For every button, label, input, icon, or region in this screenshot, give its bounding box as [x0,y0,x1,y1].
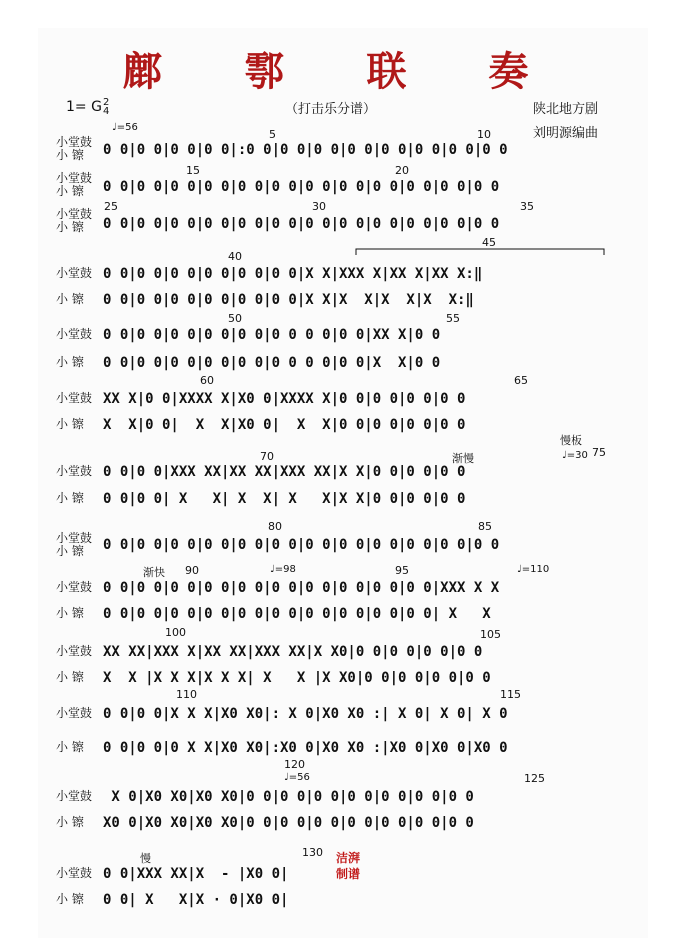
cymbal-notation: 0 0| X X|X · 0|X0 0| [103,892,289,908]
measure-number: 85 [478,520,492,533]
drum-notation: 0 0|0 0|0 0|0 0|0 0|0 0 0 0|0 0|XX X|0 0 [103,327,441,343]
stamp-line-2: 制谱 [336,867,361,881]
tempo-text: 慢 [140,852,151,865]
cymbal-notation: 0 0|0 0|0 0|0 0|0 0|0 0|0 0|0 0|0 0|0 0| X X [103,606,491,622]
drum-label: 小堂鼓 [56,207,93,221]
subtitle: （打击乐分谱） [285,102,377,117]
notation-line: 0 0|0 0|0 0|0 0|:0 0|0 0|0 0|0 0|0 0|0 0|0 0|0 0 [103,142,508,158]
key-signature [66,98,109,116]
notation-line: 0 0|0 0|0 0|0 0|0 0|0 0|0 0|0 0|0 0|0 0|0 0|0 0 [103,537,500,553]
measure-number: 80 [268,520,282,533]
measure-number: 50 [228,312,242,325]
measure-number: 20 [395,164,409,177]
cymbal-notation: 0 0|0 0|0 X X|X0 X0|:X0 0|X0 X0 :|X0 0|X0 0|X0 0 [103,740,508,756]
measure-number: 65 [514,374,528,387]
measure-number: 110 [176,688,197,701]
measure-number: 35 [520,200,534,213]
tempo-marking: ♩=56 [284,772,310,783]
drum-notation: 0 0|0 0|XXX XX|XX XX|XXX XX|X X|0 0|0 0|0 0 [103,464,466,480]
measure-number: 40 [228,250,242,263]
tempo-text: 渐快 [143,566,165,579]
transcriber-stamp [336,850,360,882]
measure-number: 100 [165,626,186,639]
drum-notation: XX XX|XXX X|XX XX|XXX XX|X X0|0 0|0 0|0 0|0 0 [103,644,483,660]
measure-number: 60 [200,374,214,387]
notation-line: 0 0|0 0|0 0|0 0|0 0|0 0|0 0|0 0|0 0|0 0|0 0|0 0 [103,216,500,232]
repeat-bracket [355,246,605,256]
cymbal-label: 小 镲 [56,292,84,306]
cymbal-label: 小 镲 [56,892,84,906]
drum-label: 小堂鼓 [56,866,93,880]
measure-number: 125 [524,772,545,785]
measure-number: 5 [269,128,276,141]
drum-label: 小堂鼓 [56,135,93,149]
drum-notation: 0 0|0 0|0 0|0 0|0 0|0 0|0 0|0 0|0 0|0 0|XXX X X [103,580,500,596]
drum-label: 小堂鼓 [56,644,93,658]
drum-label: 小堂鼓 [56,464,93,478]
measure-number: 30 [312,200,326,213]
cymbal-notation: 0 0|0 0|0 0|0 0|0 0|0 0 0 0|0 0|X X|0 0 [103,355,441,371]
drum-notation: X 0|X0 X0|X0 X0|0 0|0 0|0 0|0 0|0 0|0 0|0 0 [103,789,474,805]
cymbal-notation: X0 0|X0 X0|X0 X0|0 0|0 0|0 0|0 0|0 0|0 0|0 0 [103,815,474,831]
instrument-labels [56,532,92,558]
cymbal-label: 小 镲 [56,220,84,234]
cymbal-label: 小 镲 [56,148,84,162]
cymbal-label: 小 镲 [56,417,84,431]
drum-label: 小堂鼓 [56,391,93,405]
tempo-text: 慢板 [560,434,582,447]
cymbal-label: 小 镲 [56,355,84,369]
instrument-labels [56,172,92,198]
measure-number: 115 [500,688,521,701]
drum-label: 小堂鼓 [56,789,93,803]
key-label: 1= G [66,99,102,115]
instrument-labels [56,208,92,234]
tempo-marking: ♩=98 [270,564,296,575]
stamp-line-1: 洁湃 [336,851,361,865]
tempo-marking: ♩=56 [112,122,138,133]
measure-number: 130 [302,846,323,859]
cymbal-label: 小 镲 [56,606,84,620]
time-bottom: 4 [102,106,110,117]
drum-label: 小堂鼓 [56,266,93,280]
cymbal-label: 小 镲 [56,184,84,198]
measure-number: 70 [260,450,274,463]
drum-label: 小堂鼓 [56,327,93,341]
cymbal-label: 小 镲 [56,815,84,829]
drum-notation: 0 0|0 0|X X X|X0 X0|: X 0|X0 X0 :| X 0| X 0| X 0 [103,706,508,722]
cymbal-label: 小 镲 [56,670,84,684]
measure-number: 10 [477,128,491,141]
measure-number: 45 [482,236,496,249]
measure-number: 15 [186,164,200,177]
drum-notation: 0 0|0 0|0 0|0 0|0 0|0 0|X X|XXX X|XX X|XX X:‖ [103,266,483,282]
measure-number: 120 [284,758,305,771]
cymbal-notation: X X|0 0| X X|X0 0| X X|0 0|0 0|0 0|0 0 [103,417,466,433]
cymbal-notation: 0 0|0 0| X X| X X| X X|X X|0 0|0 0|0 0 [103,491,466,507]
measure-number: 75 [592,446,606,459]
time-top: 2 [102,97,110,108]
cymbal-label: 小 镲 [56,544,84,558]
measure-number: 105 [480,628,501,641]
drum-notation: 0 0|XXX XX|X - |X0 0| [103,866,289,882]
page-title: 鄜 鄠 联 奏 [122,49,563,95]
instrument-labels [56,136,92,162]
time-signature [103,98,109,116]
measure-number: 90 [185,564,199,577]
drum-label: 小堂鼓 [56,706,93,720]
region-label: 陕北地方剧 [533,102,599,117]
cymbal-notation: X X |X X X|X X X| X X |X X0|0 0|0 0|0 0|0 0 [103,670,491,686]
notation-line: 0 0|0 0|0 0|0 0|0 0|0 0|0 0|0 0|0 0|0 0|0 0|0 0 [103,179,500,195]
cymbal-label: 小 镲 [56,491,84,505]
tempo-marking: ♩=110 [517,564,550,575]
measure-number: 95 [395,564,409,577]
cymbal-notation: 0 0|0 0|0 0|0 0|0 0|0 0|X X|X X|X X|X X:‖ [103,292,474,308]
drum-label: 小堂鼓 [56,531,93,545]
cymbal-label: 小 镲 [56,740,84,754]
composer-label: 刘明源编曲 [533,126,599,141]
drum-label: 小堂鼓 [56,580,93,594]
tempo-text: 渐慢 [452,452,474,465]
drum-notation: XX X|0 0|XXXX X|X0 0|XXXX X|0 0|0 0|0 0|0 0 [103,391,466,407]
drum-label: 小堂鼓 [56,171,93,185]
tempo-marking: ♩=30 [562,450,588,461]
measure-number: 55 [446,312,460,325]
measure-number: 25 [104,200,118,213]
